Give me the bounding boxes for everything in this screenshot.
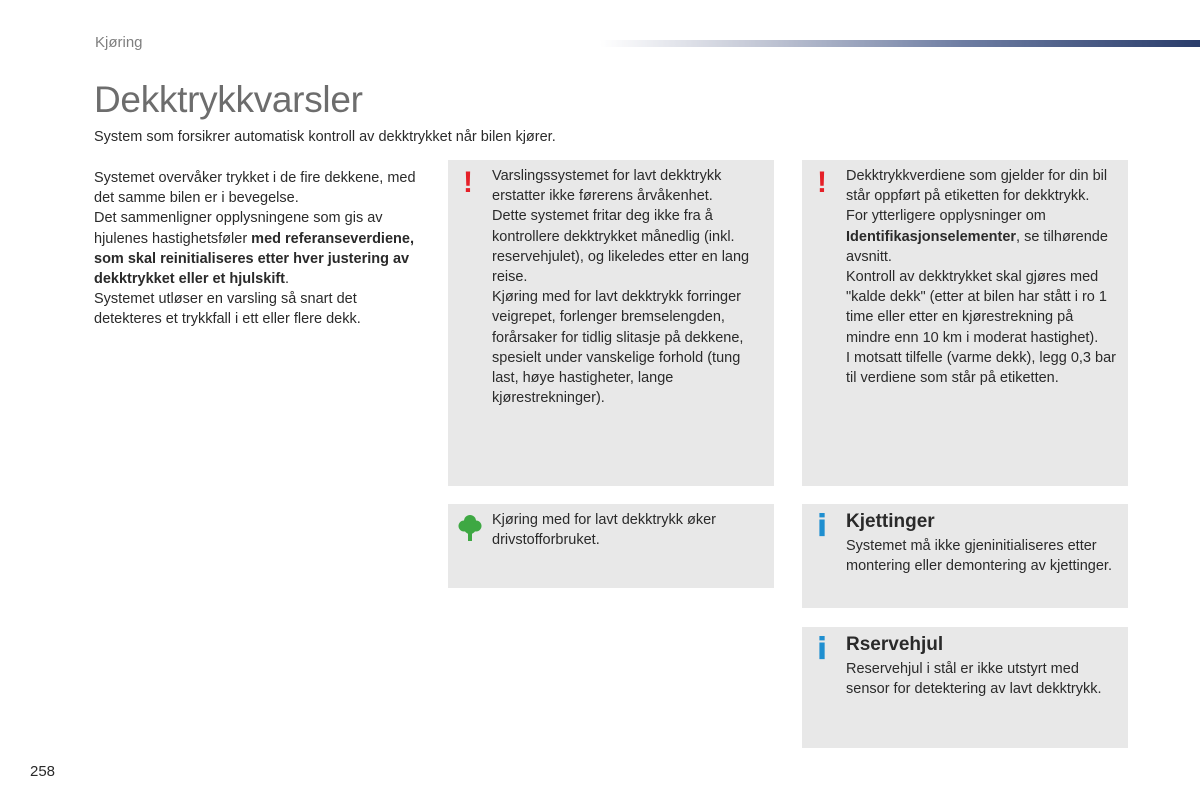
- info-icon: i: [816, 509, 828, 544]
- warning-box-1: [448, 160, 774, 486]
- warning-box-2-paragraph-2-bold: Identifikasjonselementer: [846, 228, 1017, 245]
- warning-box-1-paragraph-2: Dette systemet fritar deg ikke fra å kontrollere dekktrykket månedlig (inkl. reservehjulet), og likeledes etter en lang reise.: [492, 208, 750, 286]
- info-box-spare-text: Reservehjul i stål er ikke utstyrt med sensor for detektering av lavt dekktrykk.: [846, 661, 1102, 698]
- warning-box-2-paragraph-4: I motsatt tilfelle (varme dekk), legg 0,3 bar til verdiene som står på etiketten.: [846, 349, 1116, 387]
- warning-box-2-paragraph-2-end: , se tilhørende avsnitt.: [846, 228, 1108, 265]
- info-box-spare-wheel: [802, 627, 1128, 748]
- info-box-chains-title: Kjettinger: [846, 511, 935, 532]
- page-number: 258: [30, 763, 56, 780]
- warning-exclamation-icon: !: [817, 166, 827, 199]
- left-paragraph-2-end: .: [285, 271, 290, 288]
- warning-exclamation-icon: !: [463, 166, 473, 199]
- warning-box-2: [802, 160, 1128, 486]
- header-gradient-bar: [600, 40, 1200, 47]
- left-paragraph-1: Systemet overvåker trykket i de fire dekkene, med det samme bilen er i bevegelse.: [94, 170, 416, 207]
- warning-box-2-paragraph-3: Kontroll av dekktrykket skal gjøres med "kalde dekk" (etter at bilen har stått i ro 1 time eller etter en kjørestrekning på mindre enn 10 km i moderat hastighet).: [846, 269, 1107, 346]
- eco-tree-icon: [458, 514, 482, 542]
- eco-box-text: Kjøring med for lavt dekktrykk øker drivstofforbruket.: [492, 512, 716, 549]
- left-paragraph-2-bold: med referanseverdiene, som skal reinitialiseres etter hver justering av dekktrykket eller et hjulskift: [94, 230, 414, 288]
- left-column: [94, 168, 424, 330]
- info-box-spare-title: Rservehjul: [846, 634, 944, 655]
- warning-box-1-paragraph-3: Kjøring med for lavt dekktrykk forringer veigrepet, forlenger bremselengden, forårsaker for tidlig slitasje på dekkene, spesielt under vanskelige forhold (tung last, høye hastigheter, lange kjørestrekninger).: [492, 289, 744, 407]
- warning-box-2-paragraph-2-start: For ytterligere opplysninger om: [846, 208, 1046, 225]
- section-label: Kjøring: [95, 34, 143, 51]
- page-subtitle: System som forsikrer automatisk kontroll av dekktrykket når bilen kjører.: [94, 129, 556, 145]
- left-paragraph-2: [94, 208, 424, 289]
- left-paragraph-3: Systemet utløser en varsling så snart det detekteres et trykkfall i ett eller flere dekk.: [94, 291, 361, 328]
- page-title: Dekktrykkvarsler: [94, 79, 363, 120]
- eco-box: [448, 504, 774, 588]
- left-paragraph-2-start: Det sammenligner opplysningene som gis av hjulenes hastighetsføler: [94, 210, 383, 247]
- warning-box-2-paragraph-1: Dekktrykkverdiene som gjelder for din bil står oppført på etiketten for dekktrykk.: [846, 168, 1108, 205]
- info-icon: i: [816, 632, 828, 667]
- warning-box-2-paragraph-2: [846, 206, 1118, 267]
- info-box-chains: [802, 504, 1128, 608]
- warning-box-1-paragraph-1: Varslingssystemet for lavt dekktrykk erstatter ikke førerens årvåkenhet.: [492, 168, 722, 205]
- info-box-chains-text: Systemet må ikke gjeninitialiseres etter montering eller demontering av kjettinger.: [846, 538, 1112, 575]
